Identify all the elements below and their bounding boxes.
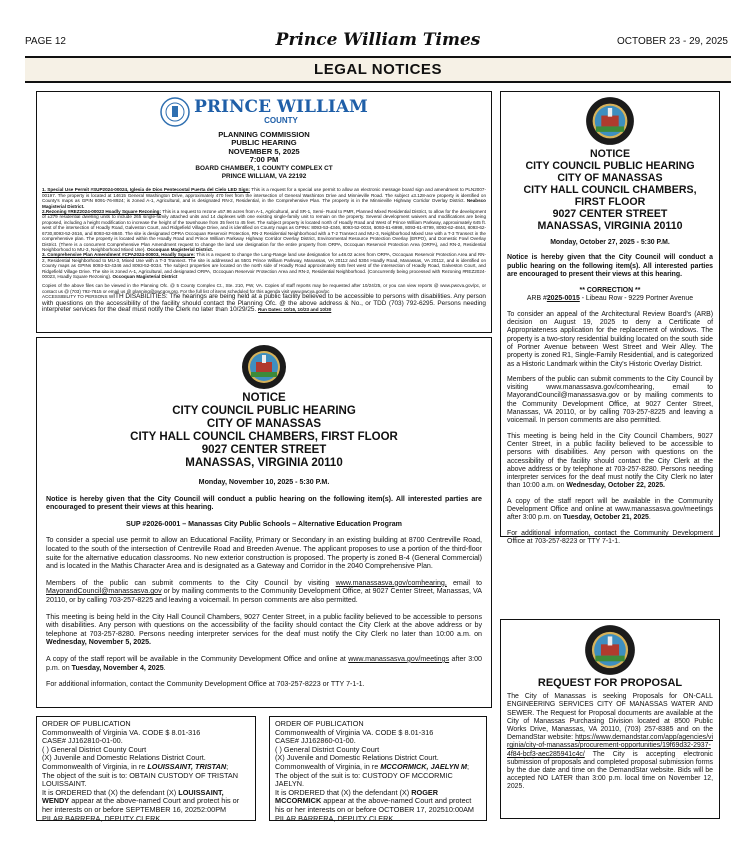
meetings-link[interactable]: www.manassasva.gov/meetings (348, 654, 450, 663)
masthead: Prince William Times (275, 30, 481, 50)
agenda-items (42, 187, 486, 313)
order-of-publication (269, 716, 487, 821)
accessibility-info: This meeting is being held in the City Hall Council Chambers, 9027 Center Street, in a public facility believed to be accessible to persons with disabilities. Any person with questions on the accessibility of the facility should contact the City Clerk at the above address or by telephone at 703-257-8280. Persons needing interpreter services for the deaf must notify the City Clerk no later than 10:00 a.m. on Wednesday, November 5, 2025. (46, 612, 482, 647)
notice-heading: CITY COUNCIL PUBLIC HEARING (525, 160, 695, 172)
item-description: To consider an appeal of the Architectural Review Board's (ARB) decision on August 19, 2025 to deny a Certificate of Appropriateness application for the replacement of windows. The property is a two-story residential building located on the south side of Portner Avenue between West Street and Weir Alley. The property is zoned R1, Single-Family Residential, and is categorized as a Historic Landmark within the City's Historic Overlay District. (507, 310, 713, 368)
order-code: Commonwealth of Virginia VA. CODE $ 8.01-316 (42, 727, 201, 737)
court-option: ( ) General District County Court (275, 744, 380, 754)
notice-heading: CITY COUNCIL PUBLIC HEARING (172, 405, 356, 417)
notice-city: PRINCE WILLIAM, VA 22192 (221, 173, 307, 181)
court-option: ( ) General District County Court (42, 744, 147, 754)
notice-heading: NOTICE (589, 148, 631, 160)
clerk: PILAR BARRERA, DEPUTY CLERK (42, 813, 161, 823)
manassas-oct-hearing-notice (500, 91, 720, 545)
hearing-datetime: Monday, November 10, 2025 - 5:30 P.M. (198, 478, 330, 486)
staff-report-info: A copy of the staff report will be available in the Community Development Office and online at www.manassasva.gov/meetings after 3:00 p.m. on Tuesday, October 21, 2025. (507, 497, 713, 522)
order-title: ORDER OF PUBLICATION (42, 719, 131, 728)
notice-city: CITY OF MANASSAS (557, 172, 663, 184)
suit-object: The object of the suit is to: OBTAIN CUSTODY OF TRISTAN LOUISSAINT. (42, 770, 238, 789)
issue-date: OCTOBER 23 - 29, 2025 (617, 36, 728, 47)
case-number: CASE# JJ162860-01-00. (275, 736, 356, 746)
demandstar-link[interactable]: https://www.demandstar.com/app/agencies/virginia/city-of-manassas/procurement-opportunities/19f69d32-2937-4f84-bcf3-aec285941c4c/ (507, 734, 713, 758)
agenda-item: 2.Rezoning #REZ2024-00023 Hoadly Square Rezoning: This is a request to rezone ±57.96 acres from A-1, Agricultural, and SR-1, Semi- Rural to PMR, Planned Mixed Residential District, to allow for the development of ±279 residential dwelling units to include 265 single-family attached units and 14 duplexes with one existing single-family unit to remain on the property. Several development waivers and modifications are being proposed, including a height modification to increase the height of the townhouse from 35 feet to 45 feet. The subject property is located north of Hoadly Road and West of Prince William Parkway, approximately 645 ft. west of the intersection of Hoadly Road, Galveston Court, and Ridgefield Village Drive, and is identified on County maps as GPINs: 8093-53-4346, 8093-52-0034, 8093-61-6998, 8093-61-8799, 8093-62-4844, 8093-62-6730,8093-52-2616, and 8093-62-8840. The site is designated OPRA Occoquan Reservoir Protection, RN-2 Residential Neighborhood with a T-2 Transect and MU-3, Neighborhood Mixed Use with a T-3 Transect in the comprehensive plan. The property is located within the Hoadly Road and Prince William Parkway Highway Corridor Overlay District, Environmental Resource Protection Overlay (ERPO), and Domestic Fowl Overlay District. (There is a concurrent Comprehensive Plan Amendment request to change the land use designation for the entire property from ORPA, Occoquan Reservoir Protection Area (ORPA), and RN-2, Residential Neighborhood to MU-3, Neighborhood Mixed Use). Occoquan Magisterial District. (42, 209, 486, 252)
agenda-item: 1. Special Use Permit #SUP2024-00024, Iglesia de Dios Pentecostal Puerta del Cielo LED Sign: This is a request for a special use permit to allow an electronic message board sign and amendment to PLN2007-00197. The property is located at 14615 General Washington Drive, approximately 470 feet from the intersection of General Washinton Drive and Minnieville Road. The subject ±3.128-acre property is identified on County's maps as GPIN 8091-76-8924; is zoned A-1, Agricultural, and is designated RN-2, Residential, in the Comprehensive Plan. The property is in the Minnieville Highway Corridor Overlay District. Neabsco Magisterial District. (42, 187, 486, 209)
court-option: (X) Juvenile and Domestic Relations District Court. (275, 753, 439, 763)
order-title: ORDER OF PUBLICATION (275, 719, 364, 728)
accessibility-info: ACCESSIBILITY TO PERSONS WITH DISABILITIES: The hearings are being held at a public facility believed to be accessible to persons with disabilities. Any person with questions on the accessibility of the facility should contact the Planning Ofc. @ the above address & No., or TDD (703) 792-6295. Persons needing interpreter services for the deaf must notify the Clerk no later than 10/29/25. Run Dates: 10/16, 10/23 and 10/30 (42, 293, 486, 313)
hearing-item: SUP #2026-0001 – Manassas City Public Schools – Alternative Education Program (126, 519, 402, 528)
logo-name: PRINCE WILLIAM (194, 97, 368, 117)
intro-text: Notice is hereby given that the City Council will conduct a public hearing on the following item(s). All interested parties are encouraged to present their views at this hearing. (46, 494, 482, 512)
hearing-datetime: Monday, October 27, 2025 - 5:30 P.M. (550, 239, 670, 246)
notice-heading: PUBLIC HEARING (231, 138, 297, 148)
pwc-logo (42, 95, 486, 129)
order-text: It is ORDERED that (X) the defendant (X) ROGER MCCORMICK appear at the above-named Court and protect his or her interests on or before OCTOBER 17, 202510:00AM (275, 787, 475, 814)
notice-city: CITY OF MANASSAS (206, 418, 322, 430)
logo-sub: COUNTY (264, 116, 298, 125)
court-option: (X) Juvenile and Domestic Relations District Court. (42, 753, 206, 763)
section-title: LEGAL NOTICES (25, 56, 731, 83)
notice-time: 7:00 PM (249, 155, 279, 165)
notice-location: CITY HALL COUNCIL CHAMBERS, FIRST FLOOR (130, 431, 398, 443)
copies-info: Copies of the above files can be viewed in the Planning Ofc. @ 5 County Complex Ct., Ste. 210, PW, VA. Copies of staff reports may be requested after 10/24/25, or you can view reports @ www.pwcva.gov/pc, or contact us @ (703) 792-7615 or email us @ planning@pwcgov.org. For the full list of items scheduled for this agenda visit www.pwcva.gov/pc (42, 283, 486, 294)
notice-city-zip: MANASSAS, VIRGINIA 20110 (537, 220, 683, 232)
pwc-planning-notice (36, 91, 492, 333)
rfp-title: REQUEST FOR PROPOSAL (537, 677, 683, 689)
contact-info: For additional information, contact the Community Development Office at 703-257-8223 or TTY 7-1-1. (507, 529, 713, 545)
accessibility-info: This meeting is being held in the City Council Chambers, 9027 Center Street, in a public facility believed to be accessible to persons with disabilities. Any person with questions on the accessibility of the facility should contact the City Clerk at the above address or by telephone at 703-257-8280. Persons needing interpreter services for the deaf must notify the City Clerk no later than 10:00 a.m. on Wednesday, October 22, 2025. (507, 432, 713, 490)
manassas-seal-icon (241, 344, 287, 390)
notice-street: 9027 CENTER STREET (552, 208, 668, 220)
comments-info: Members of the public can submit comments to the City Council by visiting www.manassasva.gov/comhearing, email to MayorandCouncil@manassasva.gov or by mailing comments to the Community Development Office, at 9027 Center Street, Manassas, VA 20110, or by calling 703-257-8225 and leaving a voicemail. In person comments are also permitted. (507, 375, 713, 425)
page-number: PAGE 12 (25, 36, 66, 47)
notice-date: NOVEMBER 5, 2025 (228, 146, 300, 156)
order-code: Commonwealth of Virginia VA. CODE $ 8.01-316 (275, 727, 434, 737)
manassas-seal-icon (585, 96, 635, 146)
item-description: To consider a special use permit to allow an Educational Facility, Primary or Secondary in an existing building at 8700 Centreville Road, located to the south of the intersection of Centreville Road and Breeden Avenue. The applicant proposes to use a portion of the third-floor suite for the alternative education classrooms. No new exterior construction is proposed. The property is zoned B-4 (General Commercial) and is located in the Mathis Character Area and is designated as a Gateway and Corridor in the 2040 Comprehensive Plan. (46, 536, 482, 571)
comhearing-link[interactable]: www.manassasva.gov/comhearing, (335, 578, 447, 587)
clerk: PILAR BARRERA, DEPUTY CLERK (275, 813, 394, 823)
notice-heading: NOTICE (242, 392, 286, 404)
notice-location: CITY HALL COUNCIL CHAMBERS, (523, 184, 697, 196)
case-number: CASE# JJ162810-01-00. (42, 736, 123, 746)
comments-info: Members of the public can submit comments to the City Council by visiting www.manassasva.gov/comhearing, email to MayorandCouncil@manassasva.gov or by mailing comments to the Community Development Office, at 9027 Center Street, Manassas, VA 20110, or by calling 703-257-8225 and leaving a voicemail. In person comments are also permitted. (46, 578, 483, 604)
notice-location: FIRST FLOOR (574, 196, 646, 208)
notice-city-zip: MANASSAS, VIRGINIA 20110 (185, 457, 343, 469)
order-text: It is ORDERED that (X) the defendant (X) LOUISSAINT, WENDY appear at the above-named Court and protect his or her interests on or before SEPTEMBER 16, 20252:00PM (42, 787, 240, 814)
contact-info: For additional information, contact the Community Development Office at 703-257-8223 or TTY 7-1-1. (46, 680, 365, 689)
notice-street: 9027 CENTER STREET (201, 444, 327, 456)
correction-label: ** CORRECTION ** (579, 287, 641, 295)
in-re: Commonwealth of Virginia, in re LOUISSAINT, TRISTAN; (42, 761, 229, 771)
email-link[interactable]: MayorandCouncil@manassasva.gov (46, 587, 162, 596)
notice-location: BOARD CHAMBER, 1 COUNTY COMPLEX CT (195, 164, 333, 172)
county-seal-icon (160, 97, 190, 127)
manassas-seal-icon (584, 624, 636, 676)
manassas-nov-hearing-notice (36, 337, 492, 708)
order-of-publication (36, 716, 256, 821)
request-for-proposal (500, 619, 720, 819)
in-re: Commonwealth of Virginia, in re MCCORMICK, JAELYN M; (275, 761, 469, 771)
agenda-item: 3. Comprehensive Plan Amendment #CPA2024-00003, Hoadly Square: This is a request to change the Long-Range land use designation for ±48.02 acres from ORPA, Occoquan Reservoir Protection Area and RN-2, Residential Neighborhood to MU-3, Mixed Use with a T-3 Transect. The site is addressed as 5501 Prince William Parkway, Manassas, VA 20112 and 5304 Hoadly Road, Manassas, VA 20112, and is identified on County maps as GPINs 8093-53-4346 and 8093-52-0034. The subject properties are located on the north side of Hoadly Road approximately 645 feet west of the intersection of Hoadly Road, Galveston Court, and Ridgefield Village Drive. The site is zoned A-1, Agricultural, and designated ORPA, Occoquan Reservoir Protection Area and RN-2, Residential Neighborhood. (Concurrently being processed with Rezoning #REZ2024-00023, Hoadly Square Rezoning). Occoquan Magisterial District (42, 252, 486, 279)
rfp-text: The City of Manassas is seeking Proposals for ON-CALL ENGINEERING SERVICES CITY OF MANASSAS WATER AND SEWER. The Request for Proposal documents are available at the City of Manassas Purchasing Division located at 8500 Public Works Drive, Manassas, VA 20110, (703) 257-8385 and on the DemandStar website: https://www.demandstar.com/app/agencies/virginia/city-of-manassas/procurement-opportunities/19f69d32-2937-4f84-bcf3-aec285941c4c/ The City is accepting electronic submission of proposals and completed proposal submission forms by the due date and time on the DemandStar website. Bids will be accepted NO LATER than 3:00 p.m. local time on November 12, 2025. (507, 693, 713, 791)
staff-report-info: A copy of the staff report will be available in the Community Development Office and online at www.manassasva.gov/meetings after 3:00 p.m. on Tuesday, November 4, 2025. (46, 654, 482, 672)
hearing-item: ARB #2025-0015 - Libeau Row - 9229 Portner Avenue (526, 295, 694, 303)
intro-text: Notice is hereby given that the City Council will conduct a public hearing on the following item(s). All interested parties are encouraged to present their views at this hearing. (507, 254, 713, 278)
suit-object: The object of the suit is to: CUSTODY OF MCCORMIC JAELYN. (275, 770, 453, 789)
notice-heading: PLANNING COMMISSION (218, 130, 310, 139)
